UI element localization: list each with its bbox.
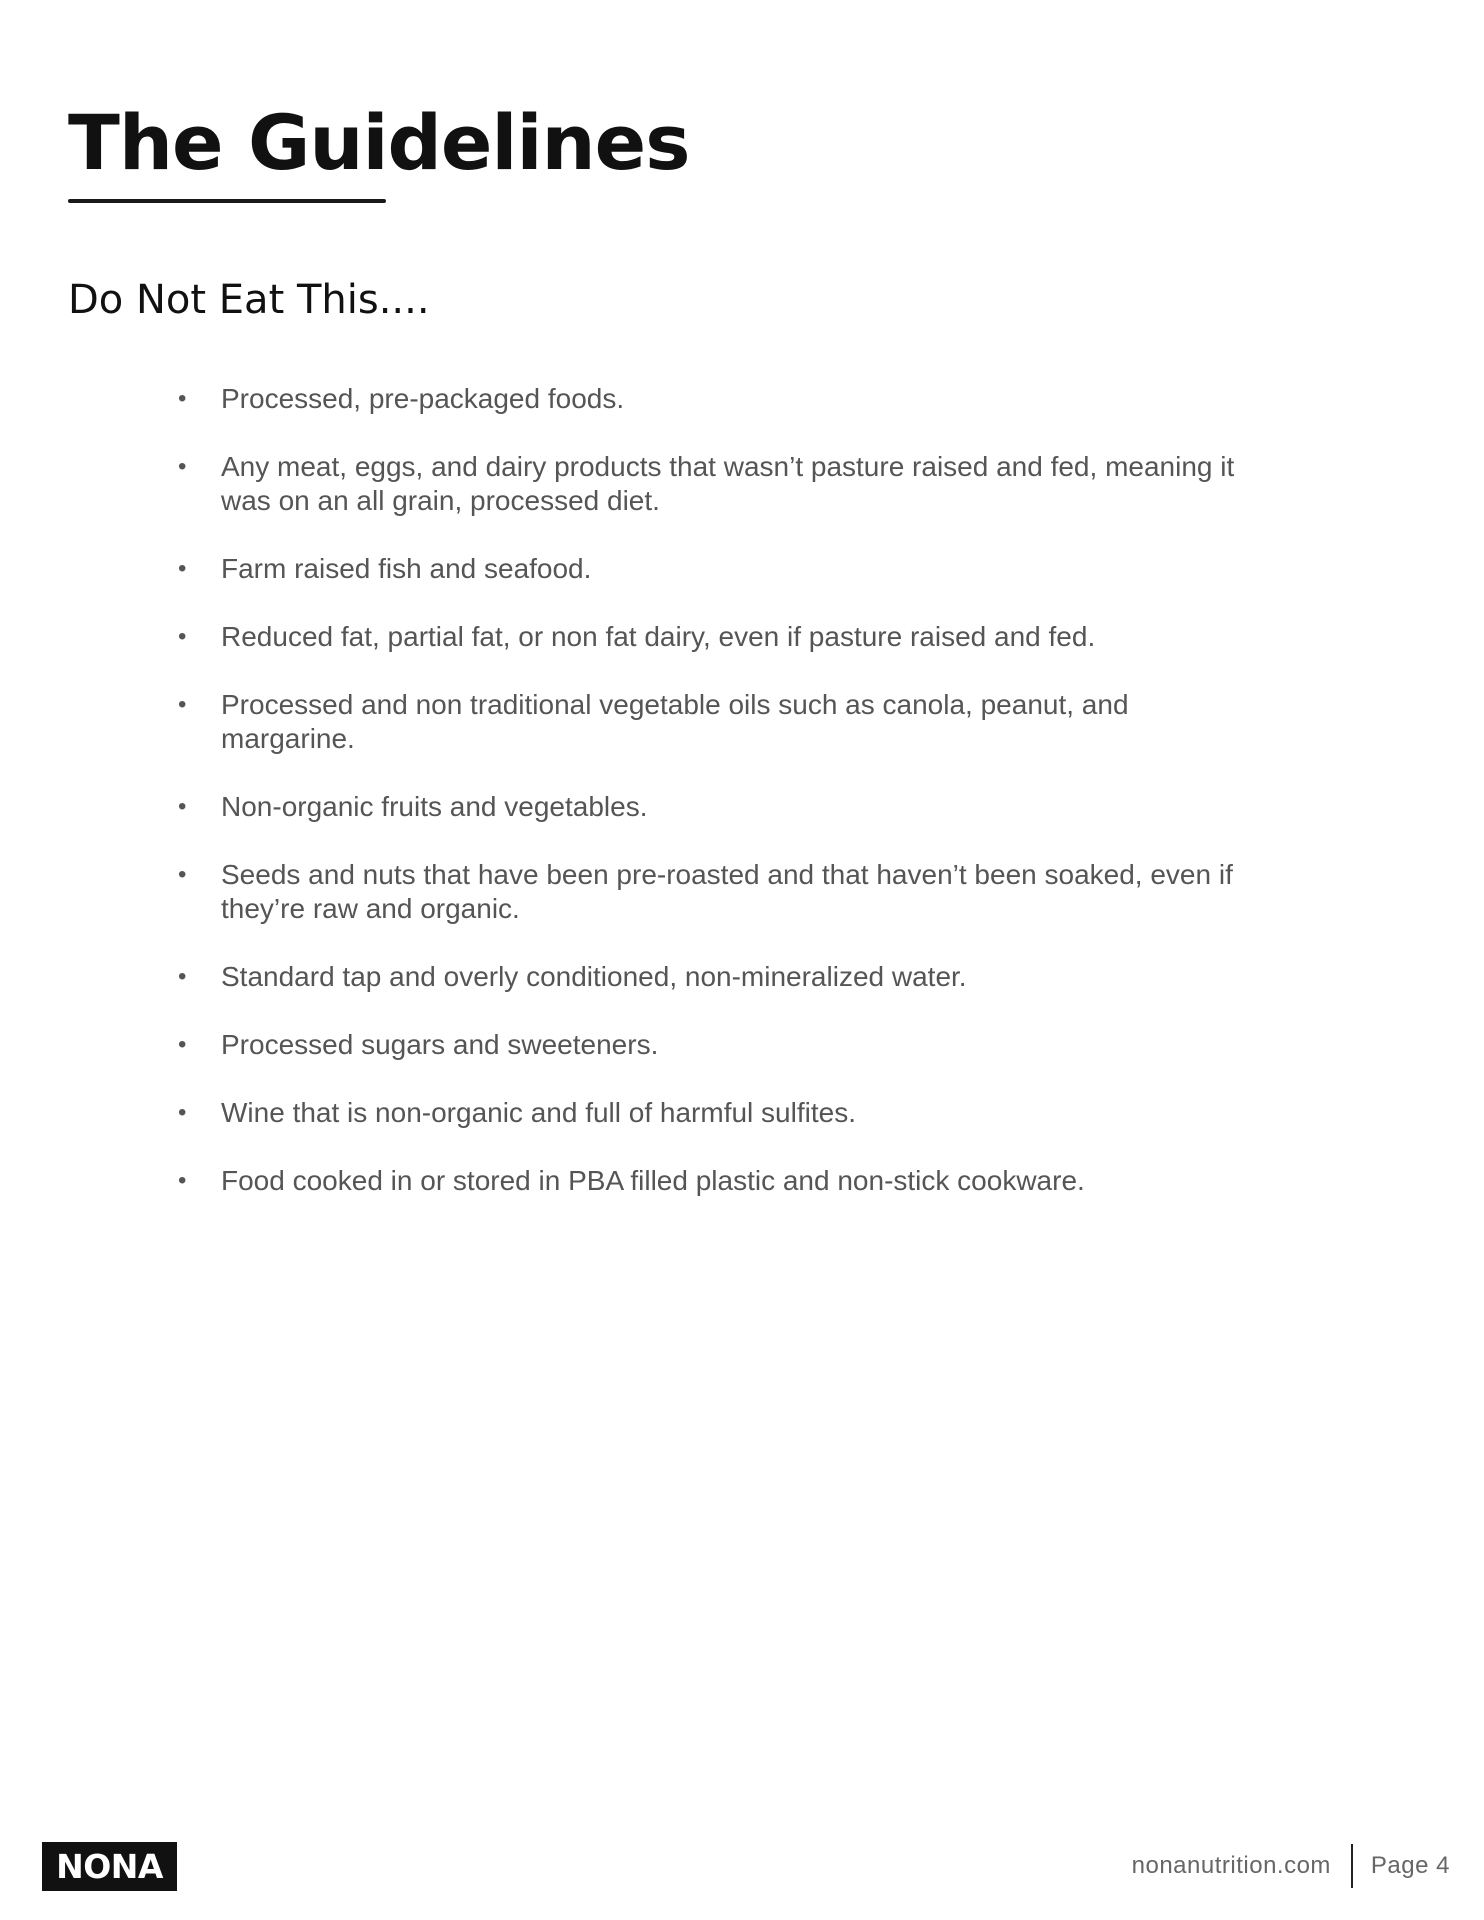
list-item-text: Any meat, eggs, and dairy products that wasn’t pasture raised and fed, meaning it was on an all grain, processed diet. (221, 451, 1235, 516)
list-item-text: Seeds and nuts that have been pre-roasted and that haven’t been soaked, even if they’re raw and organic. (221, 859, 1233, 924)
bullet-icon: • (178, 453, 187, 480)
guideline-list (178, 382, 1268, 1232)
list-item (178, 858, 1268, 926)
bullet-icon: • (178, 385, 187, 412)
list-item-text: Wine that is non-organic and full of harmful sulfites. (221, 1097, 856, 1128)
page-title: The Guidelines (68, 98, 690, 187)
bullet-icon: • (178, 793, 187, 820)
list-item-text: Reduced fat, partial fat, or non fat dairy, even if pasture raised and fed. (221, 621, 1096, 652)
page-footer (1132, 1844, 1450, 1888)
bullet-icon: • (178, 555, 187, 582)
list-item (178, 1096, 1268, 1130)
nona-logo: NONA (42, 1842, 177, 1891)
list-item-text: Processed and non traditional vegetable oils such as canola, peanut, and margarine. (221, 689, 1129, 754)
list-item (178, 1028, 1268, 1062)
list-item (178, 1164, 1268, 1198)
list-item-text: Processed, pre-packaged foods. (221, 383, 625, 414)
list-item (178, 552, 1268, 586)
section-heading: Do Not Eat This.... (68, 277, 430, 323)
list-item-text: Food cooked in or stored in PBA filled plastic and non-stick cookware. (221, 1165, 1085, 1196)
bullet-icon: • (178, 691, 187, 718)
list-item-text: Non-organic fruits and vegetables. (221, 791, 648, 822)
bullet-icon: • (178, 1167, 187, 1194)
list-item (178, 620, 1268, 654)
bullet-icon: • (178, 623, 187, 650)
title-underline (68, 199, 386, 203)
bullet-icon: • (178, 1031, 187, 1058)
list-item (178, 688, 1268, 756)
bullet-icon: • (178, 963, 187, 990)
page-number: Page 4 (1370, 1852, 1450, 1879)
footer-divider (1351, 1844, 1353, 1888)
list-item (178, 960, 1268, 994)
list-item-text: Farm raised fish and seafood. (221, 553, 592, 584)
list-item (178, 382, 1268, 416)
bullet-icon: • (178, 861, 187, 888)
list-item-text: Processed sugars and sweeteners. (221, 1029, 659, 1060)
footer-website: nonanutrition.com (1131, 1852, 1331, 1879)
list-item (178, 790, 1268, 824)
bullet-icon: • (178, 1099, 187, 1126)
list-item (178, 450, 1268, 518)
list-item-text: Standard tap and overly conditioned, non-mineralized water. (221, 961, 967, 992)
